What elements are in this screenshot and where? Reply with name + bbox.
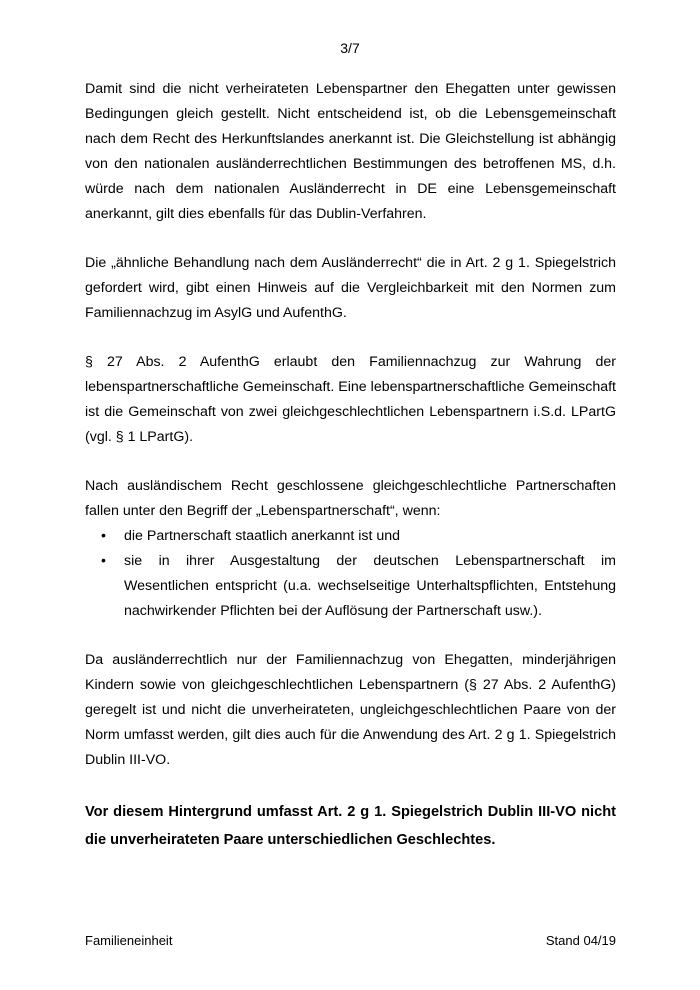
paragraph-spacer <box>85 773 616 798</box>
paragraph-spacer <box>85 624 616 648</box>
list-item <box>85 524 616 549</box>
conclusion-paragraph: Vor diesem Hintergrund umfasst Art. 2 g 1. Spiegelstrich Dublin III-VO nicht die unverheirateten Paare unterschiedlichen Geschlechtes. <box>85 804 616 848</box>
paragraph-section-27: § 27 Abs. 2 AufenthG erlaubt den Familiennachzug zur Wahrung der lebenspartnerschaftliche Gemeinschaft. Eine lebenspartnerschaftliche Gemeinschaft ist die Gemeinschaft von zwei gleichgeschlechtlichen Lebenspartnern i.S.d. LPartG (vgl. § 1 LPartG). <box>85 354 616 445</box>
document-body <box>85 77 616 854</box>
footer-document-title: Familieneinheit <box>85 933 173 948</box>
paragraph-equal-treatment: Damit sind die nicht verheirateten Lebenspartner den Ehegatten unter gewissen Bedingungen gleich gestellt. Nicht entscheidend ist, ob die Lebensgemeinschaft nach dem Recht des Herkunftslandes anerkannt ist. Die Gleichstellung ist abhängig von den nationalen ausländerrechtlichen Bestimmungen des betroffenen MS, d.h. würde nach dem nationalen Ausländerrecht in DE eine Lebensgemeinschaft anerkannt, gilt dies ebenfalls für das Dublin-Verfahren. <box>85 81 616 222</box>
list-item-text: die Partnerschaft staatlich anerkannt ist und <box>124 528 401 544</box>
list-item-text: sie in ihrer Ausgestaltung der deutschen Lebenspartnerschaft im Wesentlichen entspricht (u.a. wechselseitige Unterhaltspflichten, Entstehung nachwirkender Pflichten bei der Auflösung der Partnerschaft usw.). <box>124 553 616 619</box>
paragraph-spacer <box>85 227 616 251</box>
paragraph-spacer <box>85 450 616 474</box>
paragraph-foreign-partnerships: Nach ausländischem Recht geschlossene gleichgeschlechtliche Partnerschaften fallen unter den Begriff der „Lebenspartnerschaft“, wenn: <box>85 478 616 519</box>
bullet-icon: • <box>101 553 106 569</box>
conditions-list <box>85 524 616 624</box>
bullet-icon: • <box>101 528 106 544</box>
paragraph-spacer <box>85 326 616 350</box>
paragraph-family-reunification: Da ausländerrechtlich nur der Familiennachzug von Ehegatten, minderjährigen Kindern sowie von gleichgeschlechtlichen Lebenspartnern (§ 27 Abs. 2 AufenthG) geregelt ist und nicht die unverheirateten, ungleichgeschlechtlichen Paare von der Norm umfasst werden, gilt dies auch für die Anwendung des Art. 2 g 1. Spiegelstrich Dublin III-VO. <box>85 652 616 768</box>
page-number: 3/7 <box>340 40 360 56</box>
list-item <box>85 549 616 624</box>
footer-version: Stand 04/19 <box>545 933 616 948</box>
paragraph-similar-treatment: Die „ähnliche Behandlung nach dem Ausländerrecht“ die in Art. 2 g 1. Spiegelstrich gefordert wird, gibt einen Hinweis auf die Vergleichbarkeit mit den Normen zum Familiennachzug im AsylG und AufenthG. <box>85 255 616 321</box>
